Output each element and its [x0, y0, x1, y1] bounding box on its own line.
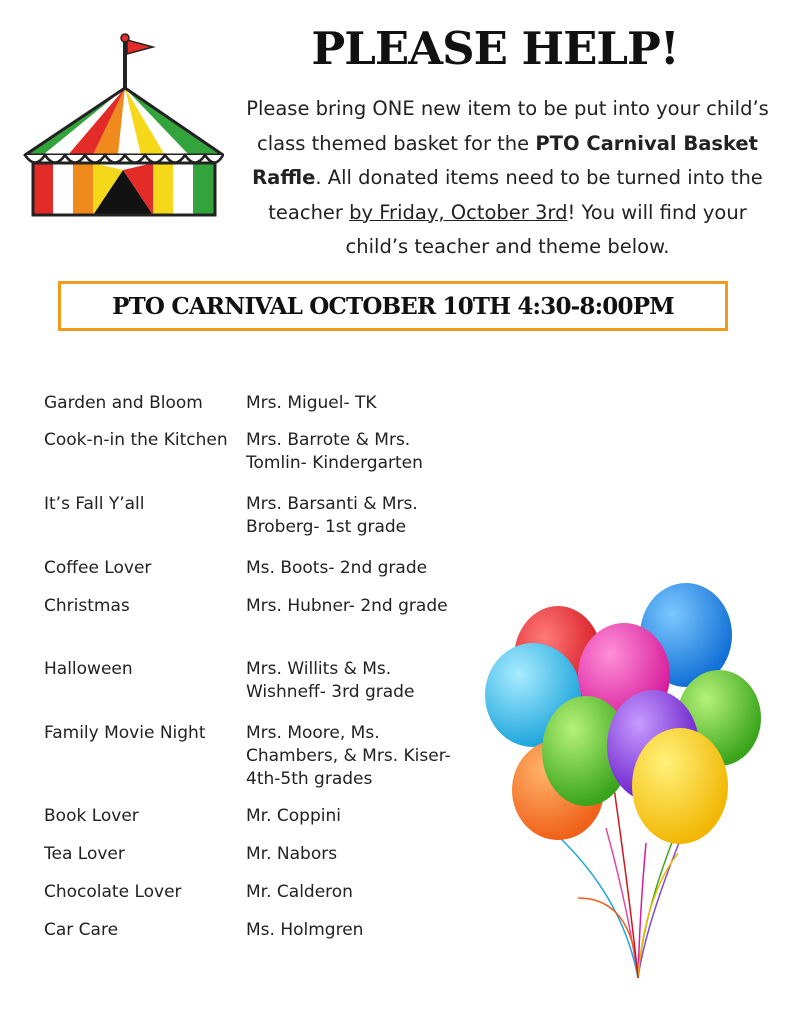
intro-deadline: by Friday, October 3rd: [349, 200, 568, 224]
basket-theme: Cook-n-in the Kitchen: [44, 430, 228, 450]
basket-theme: Chocolate Lover: [44, 882, 182, 902]
basket-theme: Family Movie Night: [44, 723, 206, 743]
basket-theme: It’s Fall Y’all: [44, 494, 145, 514]
page-title: PLEASE HELP!: [311, 22, 679, 75]
intro-text-2: . All donated items need to be turned into the teacher: [268, 166, 763, 224]
basket-teacher: Ms. Boots- 2nd grade: [246, 558, 428, 578]
basket-teacher: Mrs. Moore, Ms. Chambers, & Mrs. Kiser- 4th-5th grades: [246, 723, 451, 789]
circus-tent-icon: [22, 30, 224, 220]
basket-teacher: Mrs. Barsanti & Mrs. Broberg- 1st grade: [246, 494, 418, 537]
basket-theme: Tea Lover: [44, 844, 125, 864]
basket-teacher: Mr. Nabors: [246, 844, 338, 864]
basket-theme: Car Care: [44, 920, 119, 940]
banner-text: PTO CARNIVAL OCTOBER 10TH 4:30-8:00PM: [112, 292, 674, 320]
balloons-icon: [478, 578, 768, 983]
basket-teacher: Mrs. Hubner- 2nd grade: [246, 596, 448, 616]
basket-teacher: Mr. Calderon: [246, 882, 353, 902]
intro-text-1: Please bring ONE new item to be put into your child’s class themed basket for the: [246, 97, 769, 155]
basket-teacher: Mrs. Miguel- TK: [246, 393, 377, 413]
basket-theme: Book Lover: [44, 806, 139, 826]
intro-raffle-name: PTO Carnival Basket Raffle: [252, 131, 758, 189]
basket-teacher: Mrs. Barrote & Mrs. Tomlin- Kindergarten: [246, 430, 423, 473]
basket-theme: Coffee Lover: [44, 558, 152, 578]
basket-teacher: Mrs. Willits & Ms. Wishneff- 3rd grade: [246, 659, 415, 702]
basket-theme: Halloween: [44, 659, 133, 679]
carnival-date-banner: [58, 281, 728, 331]
intro-paragraph: [240, 92, 775, 265]
basket-teacher: Mr. Coppini: [246, 806, 341, 826]
basket-theme: Christmas: [44, 596, 130, 616]
intro-text-3: ! You will find your child’s teacher and theme below.: [345, 200, 747, 258]
basket-teacher: Ms. Holmgren: [246, 920, 364, 940]
basket-theme: Garden and Bloom: [44, 393, 203, 413]
